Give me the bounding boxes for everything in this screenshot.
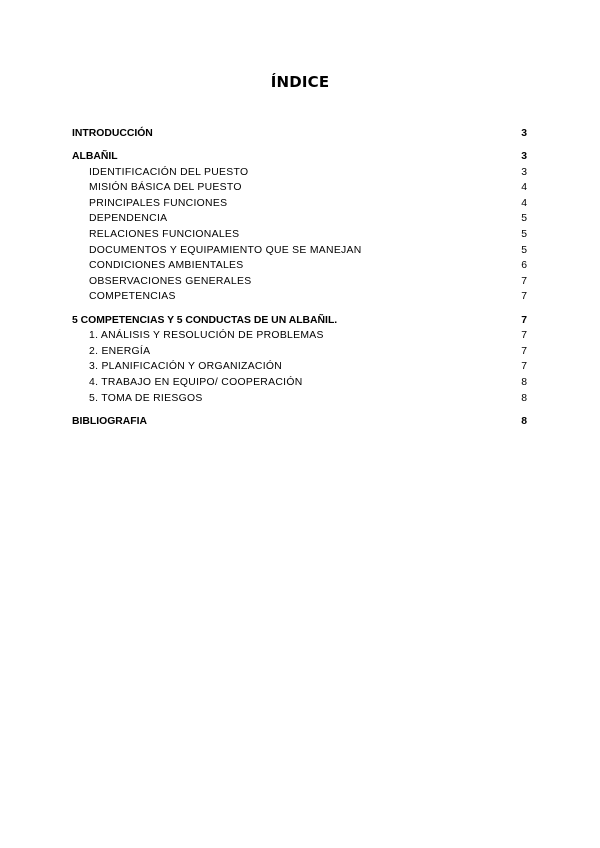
toc-entry-label: CONDICIONES AMBIENTALES — [89, 260, 244, 272]
toc-entry-page: 7 — [521, 275, 527, 287]
toc-entry-funciones — [72, 196, 527, 212]
toc-entry-label: ALBAÑIL — [72, 151, 118, 163]
toc-entry-page: 5 — [521, 229, 527, 241]
toc-entry-page: 4 — [521, 182, 527, 194]
toc-entry-label: BIBLIOGRAFIA — [72, 415, 148, 427]
toc-entry-page: 3 — [521, 166, 527, 178]
toc-entry-label: RELACIONES FUNCIONALES — [89, 229, 240, 241]
toc-entry-label: INTRODUCCIÓN — [72, 128, 153, 139]
toc-entry-page: 7 — [521, 330, 527, 342]
toc-entry-label: DEPENDENCIA — [89, 213, 168, 225]
toc-entry-label: 5 COMPETENCIAS Y 5 CONDUCTAS DE UN ALBAÑIL. — [72, 314, 338, 326]
toc-entry-label: DOCUMENTOS Y EQUIPAMIENTO QUE SE MANEJAN — [89, 244, 362, 256]
toc-entry-page: 8 — [521, 415, 527, 427]
toc-entry-observaciones — [72, 274, 527, 290]
toc-entry-page: 3 — [521, 128, 527, 139]
toc-entry-page: 5 — [521, 213, 527, 225]
toc-entry-label: PRINCIPALES FUNCIONES — [89, 197, 228, 209]
toc-entry-page: 5 — [521, 244, 527, 256]
toc-entry-toma-riesgos — [72, 391, 527, 407]
page-title: ÍNDICE — [270, 73, 330, 91]
toc-entry-page: 6 — [521, 260, 527, 272]
toc-entry-page: 7 — [521, 361, 527, 373]
toc-entry-label: IDENTIFICACIÓN DEL PUESTO — [89, 166, 249, 178]
toc-entry-identificacion — [72, 165, 527, 181]
toc-entry-label: 4. TRABAJO EN EQUIPO/ COOPERACIÓN — [89, 376, 303, 388]
toc-entry-label: 2. ENERGÍA — [89, 345, 151, 357]
toc-entry-planificacion — [72, 359, 527, 375]
toc-entry-page: 4 — [521, 197, 527, 209]
toc-entry-page: 3 — [521, 151, 527, 163]
toc-entry-condiciones — [72, 258, 527, 274]
toc-entry-label: 5. TOMA DE RIESGOS — [89, 392, 203, 404]
toc-entry-mision — [72, 180, 527, 196]
toc-entry-introduccion — [72, 126, 527, 142]
toc-entry-page: 7 — [521, 314, 527, 326]
toc-entry-page: 7 — [521, 291, 527, 303]
toc-entry-bibliografia — [72, 414, 527, 430]
toc-entry-page: 8 — [521, 376, 527, 388]
toc-entry-page: 7 — [521, 345, 527, 357]
toc-entry-label: OBSERVACIONES GENERALES — [89, 275, 252, 287]
toc-entry-trabajo-equipo — [72, 375, 527, 391]
toc-entry-documentos — [72, 243, 527, 259]
toc-entry-analisis — [72, 328, 527, 344]
toc-entry-competencias — [72, 289, 527, 305]
toc-entry-page: 8 — [521, 392, 527, 404]
toc-entry-label: COMPETENCIAS — [89, 291, 176, 303]
toc-entry-relaciones — [72, 227, 527, 243]
toc-entry-label: 3. PLANIFICACIÓN Y ORGANIZACIÓN — [89, 361, 283, 373]
table-of-contents — [72, 126, 527, 429]
toc-entry-5-competencias — [72, 313, 527, 329]
toc-entry-label: 1. ANÁLISIS Y RESOLUCIÓN DE PROBLEMAS — [89, 330, 324, 342]
toc-entry-dependencia — [72, 211, 527, 227]
toc-entry-label: MISIÓN BÁSICA DEL PUESTO — [89, 182, 242, 194]
toc-entry-albanil — [72, 149, 527, 165]
toc-entry-energia — [72, 344, 527, 360]
